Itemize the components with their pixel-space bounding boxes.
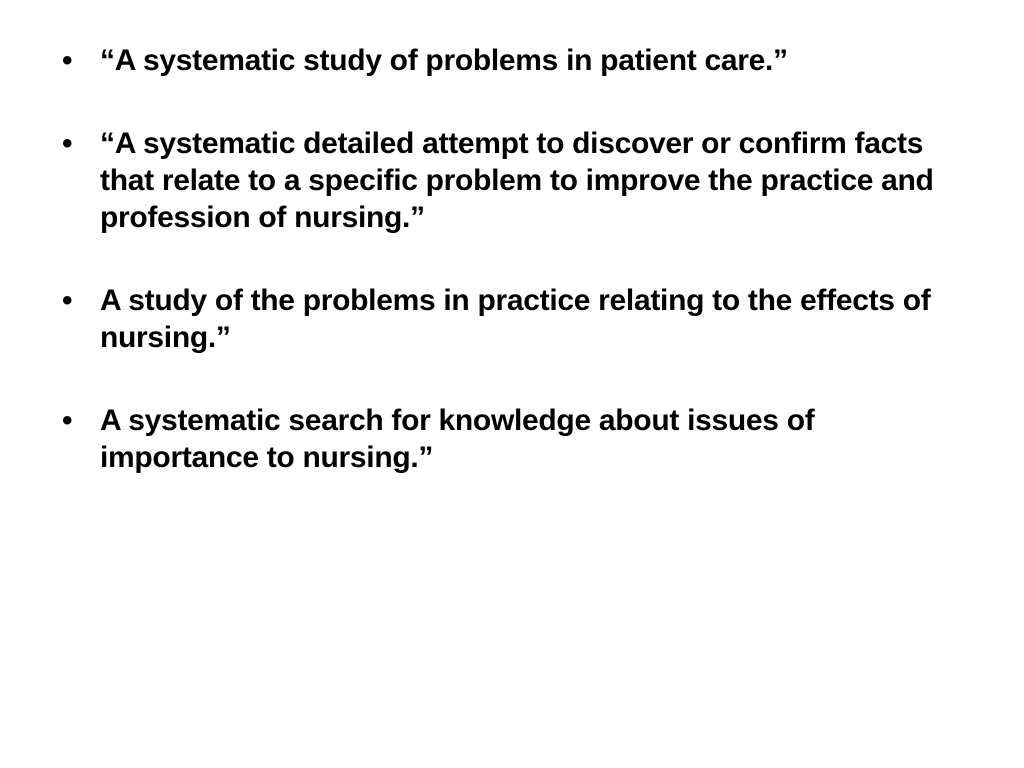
bullet-text-2: “A systematic detailed attempt to discover or confirm facts that relate to a specific problem to improve the practice and profession of nursing.” [100,127,934,234]
bullet-marker: • [62,404,73,437]
bullet-item-1 [62,42,964,79]
bullet-list [62,42,964,476]
bullet-item-4 [62,402,964,476]
bullet-text-4: A systematic search for knowledge about issues of importance to nursing.” [100,404,815,474]
bullet-marker: • [62,127,73,160]
bullet-item-3 [62,282,964,356]
bullet-text-1: “A systematic study of problems in patient care.” [100,44,788,77]
bullet-item-2 [62,125,964,236]
bullet-text-3: A study of the problems in practice relating to the effects of nursing.” [100,284,931,354]
bullet-marker: • [62,44,73,77]
bullet-marker: • [62,284,73,317]
